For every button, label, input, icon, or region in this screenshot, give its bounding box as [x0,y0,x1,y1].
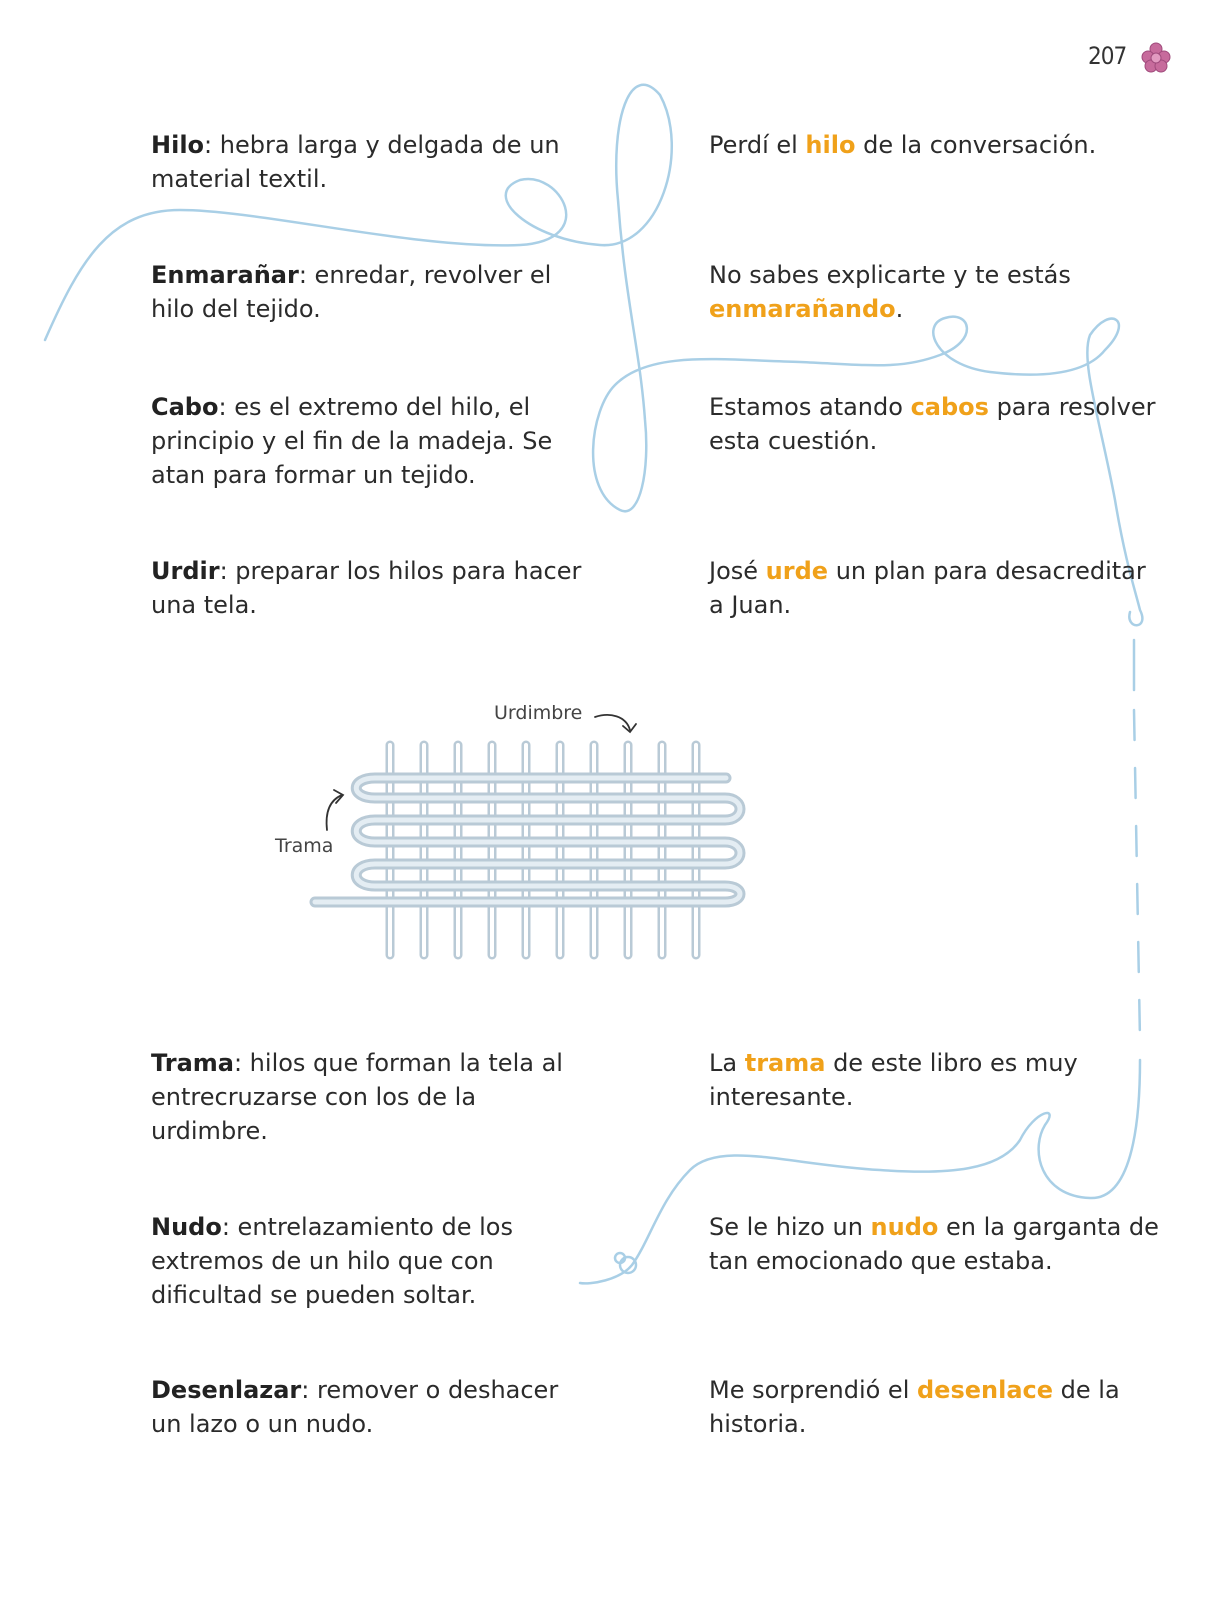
weave-diagram [270,700,770,990]
example-desenlazar: Me sorprendió el desenlace de la historia. [709,1376,1120,1438]
definition-desenlazar: Desenlazar: remover o deshacer un lazo o un nudo. [151,1376,559,1438]
warp-label: Urdimbre [494,702,583,724]
weft-label: Trama [275,835,334,857]
example-hilo: Perdí el hilo de la conversación. [709,131,1097,159]
definition-cabo: Cabo: es el extremo del hilo, el principio y el fin de la madeja. Se atan para formar un tejido. [151,393,553,489]
definition-urdir: Urdir: preparar los hilos para hacer una tela. [151,557,582,619]
example-urdir: José urde un plan para desacreditar a Juan. [709,557,1146,619]
definition-enmaranar: Enmarañar: enredar, revolver el hilo del tejido. [151,261,552,323]
page-number: 207 [1088,42,1127,70]
definition-trama: Trama: hilos que forman la tela al entrecruzarse con los de la urdimbre. [151,1049,563,1145]
example-cabo: Estamos atando cabos para resolver esta cuestión. [709,393,1156,455]
flower-icon [1139,40,1173,74]
example-trama: La trama de este libro es muy interesante. [709,1049,1078,1111]
definition-nudo: Nudo: entrelazamiento de los extremos de un hilo que con dificultad se pueden soltar. [151,1213,513,1309]
definition-hilo: Hilo: hebra larga y delgada de un material textil. [151,131,560,193]
example-enmaranar: No sabes explicarte y te estás enmarañando. [709,261,1071,323]
example-nudo: Se le hizo un nudo en la garganta de tan emocionado que estaba. [709,1213,1159,1275]
weave-illustration [270,700,770,990]
